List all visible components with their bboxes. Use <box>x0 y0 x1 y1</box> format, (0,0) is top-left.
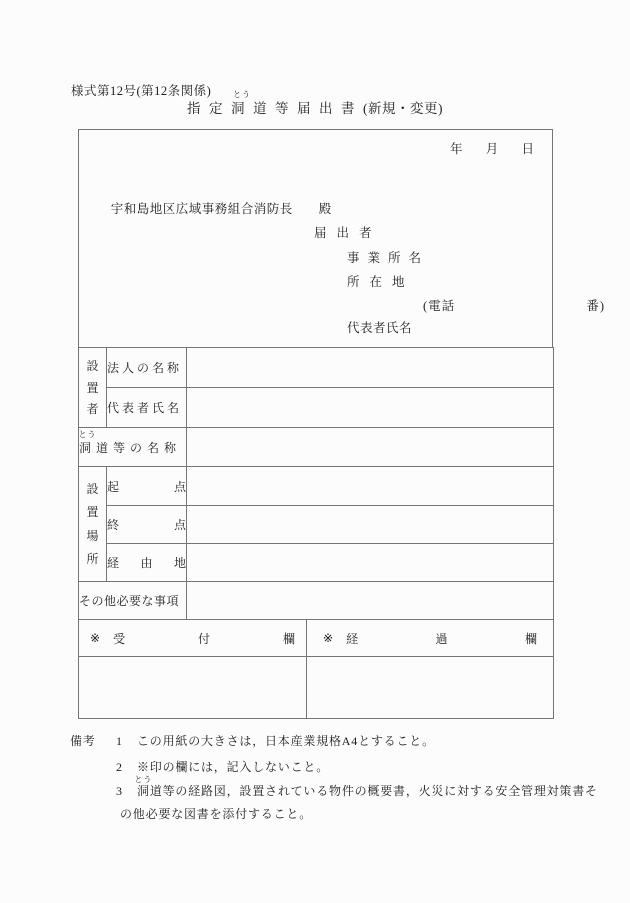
representative-name-input-cell <box>187 388 554 428</box>
title-part2: 道等届出書 <box>253 101 363 116</box>
label-char: 欄 <box>524 631 537 646</box>
date-line <box>450 142 534 157</box>
label-char: 由 <box>140 556 153 570</box>
end-point-label <box>107 516 186 533</box>
other-items-input-cell <box>187 582 554 620</box>
office-name-label: 事業所名 <box>347 251 430 265</box>
representative-name-label-cell: 代表者氏名 <box>107 388 187 428</box>
reception-input-cell <box>79 657 307 719</box>
table-row <box>79 348 554 388</box>
start-point-label-cell <box>107 467 187 506</box>
label-char: 経 <box>107 556 120 570</box>
start-point-input-cell <box>187 467 554 506</box>
label-char: 経 <box>346 631 359 646</box>
address-label: 所在地 <box>347 275 415 289</box>
installer-group-label <box>79 351 106 425</box>
tunnel-name-input-cell <box>187 428 554 467</box>
furigana-tou: とう <box>233 90 251 99</box>
route-label-cell <box>107 544 187 582</box>
tunnel-ruby-base: 洞 <box>79 440 97 455</box>
label-char: 欄 <box>282 631 295 646</box>
tunnel-name-label-rest: 道等の名称 <box>96 440 182 455</box>
title-ruby-group <box>231 90 253 118</box>
label-char: 起 <box>107 479 120 494</box>
location-group-cell <box>79 467 107 582</box>
route-input-cell <box>187 544 554 582</box>
notes-heading: 備考 <box>70 734 96 748</box>
start-point-label <box>107 478 186 495</box>
label-char: 終 <box>107 518 120 532</box>
title-ruby-base: 洞 <box>231 101 253 116</box>
label-char: 付 <box>198 631 211 646</box>
note-3-ruby-base: 洞 <box>137 784 150 798</box>
honorific: 殿 <box>318 202 332 216</box>
label-char: 日 <box>521 142 534 156</box>
label-char: 点 <box>173 479 186 494</box>
form-number: 様式第12号(第12条関係) <box>71 84 212 98</box>
other-items-label-cell: その他必要な事項 <box>79 582 187 620</box>
furigana-tou: とう <box>78 429 97 439</box>
addressee-line <box>89 187 332 232</box>
label-char: 年 <box>450 142 463 156</box>
form-header-box <box>78 129 605 347</box>
label-char: 置 <box>86 380 99 395</box>
progress-input-cell <box>307 657 554 719</box>
location-group-label <box>79 471 106 577</box>
reception-label <box>113 630 295 647</box>
addressee-name: 宇和島地区広域事務組合消防長 <box>110 202 293 216</box>
phone-close: 番) <box>586 299 605 313</box>
label-char: 所 <box>86 552 99 567</box>
table-row <box>79 620 554 657</box>
furigana-tou: とう <box>134 775 153 784</box>
title-suffix: (新規・変更) <box>363 101 443 116</box>
label-char: 設 <box>86 481 99 496</box>
table-row <box>79 544 554 582</box>
progress-label <box>346 630 537 647</box>
label-char: 者 <box>86 402 99 416</box>
phone-line <box>423 299 605 314</box>
tunnel-name-label-cell <box>79 428 187 467</box>
notifier-label: 届出者 <box>314 226 382 240</box>
table-row <box>79 467 554 506</box>
label-char: 置 <box>86 505 99 520</box>
form-table <box>78 347 554 719</box>
reception-mark: ※ <box>90 630 101 645</box>
corporate-name-input-cell <box>187 348 554 388</box>
form-title-main <box>187 90 363 116</box>
label-char: 場 <box>86 528 99 543</box>
table-row <box>79 428 554 467</box>
note-3-text <box>134 775 598 799</box>
route-label <box>107 554 186 571</box>
note-3-text-continued: の他必要な図書を添付すること。 <box>120 807 313 821</box>
reception-column-header-cell <box>79 620 307 657</box>
note-3-ruby-group <box>134 775 153 799</box>
progress-mark: ※ <box>323 630 334 645</box>
label-char: 過 <box>435 631 448 646</box>
phone-open: (電話 <box>423 299 456 313</box>
note-1-text: この用紙の大きさは，日本産業規格A4とすること。 <box>137 734 435 748</box>
label-char: 点 <box>173 518 186 532</box>
title-part1: 指定 <box>187 101 231 116</box>
note-1-number: 1 <box>116 734 123 748</box>
end-point-label-cell <box>107 506 187 544</box>
table-row <box>79 582 554 620</box>
note-2-text: ※印の欄には，記入しないこと。 <box>137 760 330 774</box>
label-char: 月 <box>485 142 499 156</box>
installer-group-cell <box>79 348 107 428</box>
label-char: 地 <box>173 556 186 570</box>
corporate-name-label-cell: 法人の名称 <box>107 348 187 388</box>
table-row <box>79 506 554 544</box>
label-char: 受 <box>113 631 126 646</box>
tunnel-ruby-group <box>78 429 97 456</box>
note-3-text-rest: 道等の経路図，設置されている物件の概要書，火災に対する安全管理対策書そ <box>149 784 598 798</box>
note-2-number: 2 <box>116 760 123 774</box>
progress-column-header-cell <box>307 620 554 657</box>
representative-label: 代表者氏名 <box>347 321 413 335</box>
note-3-number: 3 <box>116 784 123 798</box>
label-char: 設 <box>86 359 99 373</box>
end-point-input-cell <box>187 506 554 544</box>
table-row <box>79 657 554 719</box>
table-row <box>79 388 554 428</box>
